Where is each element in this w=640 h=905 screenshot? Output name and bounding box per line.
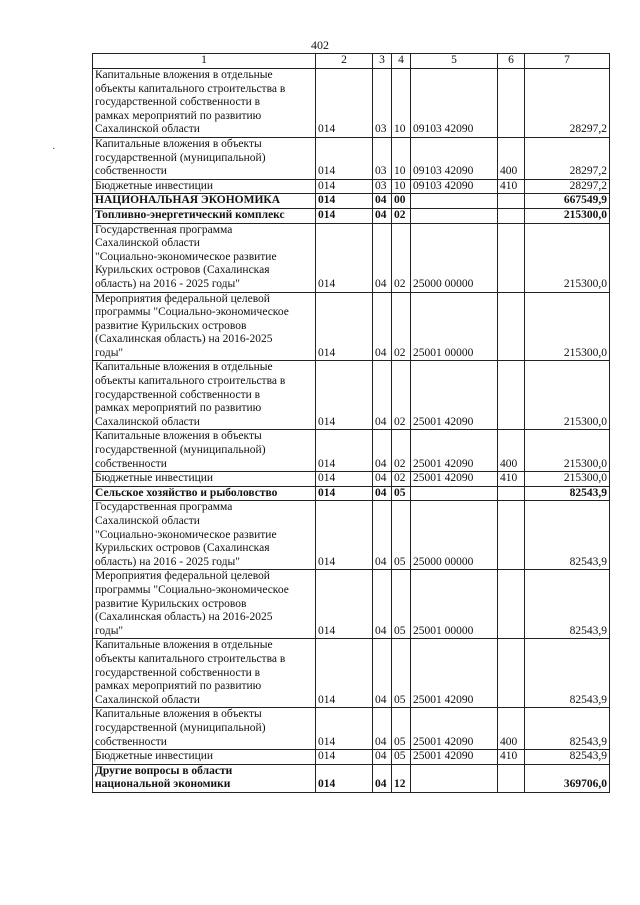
section-code-cell: 03 — [373, 137, 392, 179]
table-row — [93, 194, 610, 209]
amount-cell: 667549,9 — [525, 194, 610, 209]
expense-type-cell — [498, 292, 525, 361]
ministry-code-cell: 014 — [316, 208, 373, 223]
ministry-code-cell: 014 — [316, 430, 373, 472]
ministry-code-cell: 014 — [316, 501, 373, 570]
ministry-code-cell: 014 — [316, 137, 373, 179]
amount-cell: 369706,0 — [525, 764, 610, 792]
ministry-code-cell: 014 — [316, 223, 373, 292]
name-cell: Капитальные вложения в объекты государственной (муниципальной) собственности — [93, 137, 316, 179]
subsection-code-cell: 02 — [392, 208, 411, 223]
expense-type-cell — [498, 223, 525, 292]
table-row — [93, 361, 610, 430]
section-code-cell: 04 — [373, 750, 392, 765]
section-code-cell: 04 — [373, 486, 392, 501]
page-number: 402 — [311, 38, 329, 52]
name-cell: Государственная программа Сахалинской области "Социально-экономическое развитие Курильских островов (Сахалинская область) на 2016 - 2025 годы" — [93, 223, 316, 292]
name-cell: Бюджетные инвестиции — [93, 179, 316, 194]
target-article-cell — [411, 486, 498, 501]
ministry-code-cell: 014 — [316, 639, 373, 708]
table-row — [93, 137, 610, 179]
table-row — [93, 750, 610, 765]
amount-cell: 82543,9 — [525, 501, 610, 570]
subsection-code-cell: 05 — [392, 501, 411, 570]
target-article-cell: 25001 42090 — [411, 639, 498, 708]
header-cell: 4 — [392, 54, 411, 69]
target-article-cell: 09103 42090 — [411, 69, 498, 138]
name-cell: Мероприятия федеральной целевой программы "Социально-экономическое развитие Курильских островов (Сахалинская область) на 2016-2025 годы" — [93, 292, 316, 361]
ministry-code-cell: 014 — [316, 361, 373, 430]
subsection-code-cell: 05 — [392, 486, 411, 501]
amount-cell: 215300,0 — [525, 430, 610, 472]
expense-type-cell — [498, 570, 525, 639]
section-code-cell: 04 — [373, 764, 392, 792]
name-cell: Капитальные вложения в отдельные объекты капитального строительства в государственной собственности в рамках мероприятий по развитию Сахалинской области — [93, 69, 316, 138]
amount-cell: 215300,0 — [525, 292, 610, 361]
subsection-code-cell: 05 — [392, 750, 411, 765]
name-cell: Капитальные вложения в отдельные объекты капитального строительства в государственной собственности в рамках мероприятий по развитию Сахалинской области — [93, 361, 316, 430]
target-article-cell: 25001 42090 — [411, 430, 498, 472]
section-code-cell: 04 — [373, 361, 392, 430]
subsection-code-cell: 05 — [392, 570, 411, 639]
amount-cell: 28297,2 — [525, 69, 610, 138]
expense-type-cell: 400 — [498, 708, 525, 750]
expense-type-cell — [498, 194, 525, 209]
amount-cell: 82543,9 — [525, 639, 610, 708]
ministry-code-cell: 014 — [316, 764, 373, 792]
amount-cell: 82543,9 — [525, 750, 610, 765]
amount-cell: 82543,9 — [525, 570, 610, 639]
subsection-code-cell: 12 — [392, 764, 411, 792]
name-cell: Топливно-энергетический комплекс — [93, 208, 316, 223]
table-row — [93, 208, 610, 223]
name-cell: Сельское хозяйство и рыболовство — [93, 486, 316, 501]
section-code-cell: 03 — [373, 179, 392, 194]
target-article-cell: 25001 00000 — [411, 292, 498, 361]
table-row — [93, 639, 610, 708]
section-code-cell: 04 — [373, 708, 392, 750]
subsection-code-cell: 10 — [392, 69, 411, 138]
table-row — [93, 472, 610, 487]
expense-type-cell: 400 — [498, 430, 525, 472]
stray-mark: ˙ — [52, 147, 56, 158]
target-article-cell: 25001 42090 — [411, 472, 498, 487]
section-code-cell: 04 — [373, 194, 392, 209]
expense-type-cell — [498, 69, 525, 138]
name-cell: Мероприятия федеральной целевой программы "Социально-экономическое развитие Курильских островов (Сахалинская область) на 2016-2025 годы" — [93, 570, 316, 639]
header-cell: 7 — [525, 54, 610, 69]
ministry-code-cell: 014 — [316, 570, 373, 639]
subsection-code-cell: 02 — [392, 361, 411, 430]
name-cell: Капитальные вложения в объекты государственной (муниципальной) собственности — [93, 708, 316, 750]
target-article-cell: 25001 42090 — [411, 361, 498, 430]
name-cell: Капитальные вложения в отдельные объекты капитального строительства в государственной собственности в рамках мероприятий по развитию Сахалинской области — [93, 639, 316, 708]
header-cell: 6 — [498, 54, 525, 69]
amount-cell: 82543,9 — [525, 486, 610, 501]
target-article-cell — [411, 764, 498, 792]
ministry-code-cell: 014 — [316, 292, 373, 361]
expense-type-cell: 400 — [498, 137, 525, 179]
name-cell: Государственная программа Сахалинской области "Социально-экономическое развитие Курильских островов (Сахалинская область) на 2016 - 2025 годы" — [93, 501, 316, 570]
amount-cell: 82543,9 — [525, 708, 610, 750]
subsection-code-cell: 02 — [392, 430, 411, 472]
target-article-cell — [411, 194, 498, 209]
section-code-cell: 03 — [373, 69, 392, 138]
table-row — [93, 292, 610, 361]
section-code-cell: 04 — [373, 208, 392, 223]
section-code-cell: 04 — [373, 570, 392, 639]
ministry-code-cell: 014 — [316, 179, 373, 194]
name-cell: Капитальные вложения в объекты государственной (муниципальной) собственности — [93, 430, 316, 472]
amount-cell: 28297,2 — [525, 179, 610, 194]
amount-cell: 215300,0 — [525, 472, 610, 487]
section-code-cell: 04 — [373, 430, 392, 472]
target-article-cell — [411, 208, 498, 223]
section-code-cell: 04 — [373, 501, 392, 570]
amount-cell: 215300,0 — [525, 223, 610, 292]
name-cell: Бюджетные инвестиции — [93, 750, 316, 765]
ministry-code-cell: 014 — [316, 708, 373, 750]
name-cell: Другие вопросы в области национальной экономики — [93, 764, 316, 792]
budget-table — [92, 53, 610, 793]
table-header-row — [93, 54, 610, 69]
table-row — [93, 501, 610, 570]
section-code-cell: 04 — [373, 223, 392, 292]
header-cell: 2 — [316, 54, 373, 69]
expense-type-cell — [498, 639, 525, 708]
target-article-cell: 09103 42090 — [411, 137, 498, 179]
ministry-code-cell: 014 — [316, 472, 373, 487]
target-article-cell: 25000 00000 — [411, 223, 498, 292]
amount-cell: 215300,0 — [525, 361, 610, 430]
ministry-code-cell: 014 — [316, 194, 373, 209]
section-code-cell: 04 — [373, 292, 392, 361]
ministry-code-cell: 014 — [316, 750, 373, 765]
header-cell: 5 — [411, 54, 498, 69]
section-code-cell: 04 — [373, 639, 392, 708]
subsection-code-cell: 05 — [392, 639, 411, 708]
ministry-code-cell: 014 — [316, 69, 373, 138]
subsection-code-cell: 02 — [392, 292, 411, 361]
header-cell: 1 — [93, 54, 316, 69]
target-article-cell: 25001 42090 — [411, 750, 498, 765]
table-row — [93, 69, 610, 138]
expense-type-cell — [498, 764, 525, 792]
expense-type-cell — [498, 501, 525, 570]
amount-cell: 28297,2 — [525, 137, 610, 179]
name-cell: Бюджетные инвестиции — [93, 472, 316, 487]
target-article-cell: 25001 00000 — [411, 570, 498, 639]
table-row — [93, 764, 610, 792]
section-code-cell: 04 — [373, 472, 392, 487]
subsection-code-cell: 02 — [392, 472, 411, 487]
subsection-code-cell: 10 — [392, 179, 411, 194]
expense-type-cell: 410 — [498, 179, 525, 194]
target-article-cell: 25001 42090 — [411, 708, 498, 750]
table-row — [93, 430, 610, 472]
table-row — [93, 486, 610, 501]
target-article-cell: 25000 00000 — [411, 501, 498, 570]
expense-type-cell — [498, 486, 525, 501]
expense-type-cell — [498, 208, 525, 223]
amount-cell: 215300,0 — [525, 208, 610, 223]
table-row — [93, 708, 610, 750]
header-cell: 3 — [373, 54, 392, 69]
target-article-cell: 09103 42090 — [411, 179, 498, 194]
expense-type-cell: 410 — [498, 472, 525, 487]
table-row — [93, 570, 610, 639]
subsection-code-cell: 02 — [392, 223, 411, 292]
subsection-code-cell: 00 — [392, 194, 411, 209]
subsection-code-cell: 05 — [392, 708, 411, 750]
name-cell: НАЦИОНАЛЬНАЯ ЭКОНОМИКА — [93, 194, 316, 209]
subsection-code-cell: 10 — [392, 137, 411, 179]
ministry-code-cell: 014 — [316, 486, 373, 501]
table-row — [93, 179, 610, 194]
expense-type-cell — [498, 361, 525, 430]
table-row — [93, 223, 610, 292]
expense-type-cell: 410 — [498, 750, 525, 765]
